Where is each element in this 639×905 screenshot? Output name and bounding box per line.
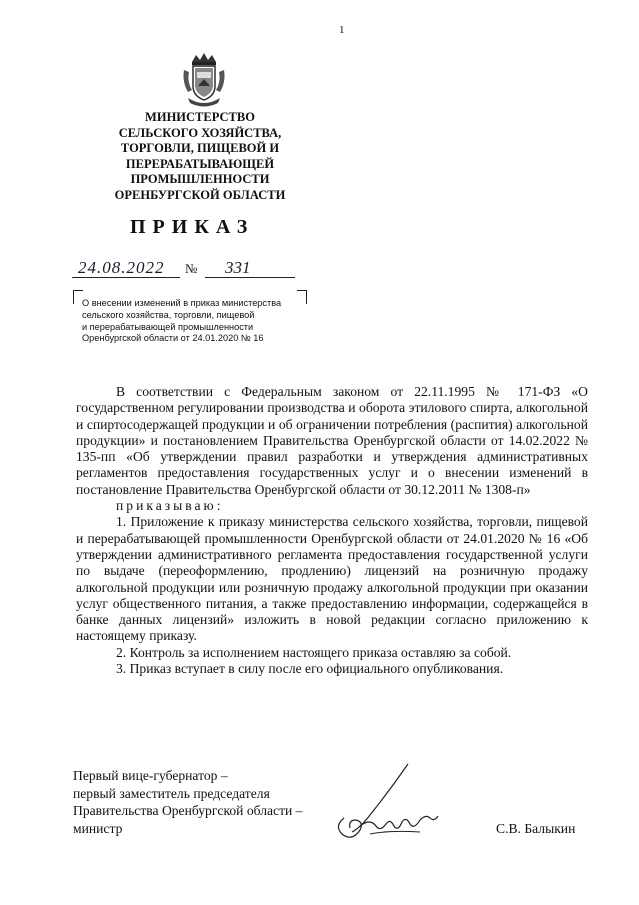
handwritten-signature-icon	[330, 760, 450, 850]
order-number: 331	[225, 258, 251, 277]
signer-title-line: Первый вице-губернатор –	[73, 768, 228, 783]
subject-line: О внесении изменений в приказ министерства	[82, 298, 282, 308]
subject-line: и перерабатывающей промышленности	[82, 321, 254, 332]
ministry-line: ПРОМЫШЛЕННОСТИ	[130, 172, 270, 186]
number-underline	[205, 277, 295, 278]
ministry-line: ОРЕНБУРГСКОЙ ОБЛАСТИ	[114, 187, 286, 202]
order-word: приказываю:	[116, 498, 224, 514]
orenburg-coat-of-arms-emblem-icon	[180, 52, 228, 108]
order-date-number-line	[60, 258, 295, 278]
ministry-header	[95, 110, 305, 203]
ministry-line: СЕЛЬСКОГО ХОЗЯЙСТВА,	[118, 125, 282, 140]
subject-line: сельского хозяйства, торговли, пищевой	[82, 309, 255, 320]
order-body	[76, 384, 588, 677]
ministry-line: ТОРГОВЛИ, ПИЩЕВОЙ И	[120, 141, 280, 155]
order-item-3: 3. Приказ вступает в силу после его официального опубликования.	[116, 661, 504, 677]
number-sign: №	[185, 261, 198, 276]
date-underline	[72, 277, 180, 278]
order-title: ПРИКАЗ	[130, 216, 255, 238]
signer-title-line: министр	[73, 820, 123, 836]
signer-title-line: Правительства Оренбургской области –	[73, 803, 303, 818]
order-subject	[82, 298, 312, 345]
order-item-1: 1. Приложение к приказу министерства сельского хозяйства, торговли, пищевой и перерабатывающей промышленности Оренбургской области от 24.01.2020 № 16 «Об утверждении административного регламента предоставления государственной услуги по выдаче (переоформлению, продлению) лицензий на розничную продажу алкогольной продукции или розничную продажу алкогольной продукции при оказании услуг общественного питания, а также предоставлению информации, содержащейся в банке данных лицензий» изложить в новой редакции согласно приложению к настоящему приказу.	[76, 514, 588, 644]
ministry-line: МИНИСТЕРСТВО	[145, 110, 255, 124]
page-number: 1	[339, 24, 345, 36]
order-item-2: 2. Контроль за исполнением настоящего приказа оставляю за собой.	[116, 644, 512, 660]
preamble-paragraph: В соответствии с Федеральным законом от 22.11.1995 № 171-ФЗ «О государственном регулировании производства и оборота этилового спирта, алкогольной и спиртосодержащей продукции и об ограничении потребления (распития) алкогольной продукции» и постановлением Правительства Оренбургской области от 14.02.2022 № 135-пп «Об утверждении правил разработки и утверждения административных регламентов предоставления государственных услуг и о внесении изменений в постановление Правительства Оренбургской области от 30.12.2011 № 1308-п»	[76, 384, 588, 497]
signature-block	[73, 767, 303, 837]
ministry-line: ПЕРЕРАБАТЫВАЮЩЕЙ	[125, 156, 275, 171]
signer-name: С.В. Балыкин	[496, 821, 576, 836]
signer-title-line: первый заместитель председателя	[73, 785, 270, 801]
order-date: 24.08.2022	[78, 258, 165, 277]
subject-line: Оренбургской области от 24.01.2020 № 16	[82, 333, 264, 344]
